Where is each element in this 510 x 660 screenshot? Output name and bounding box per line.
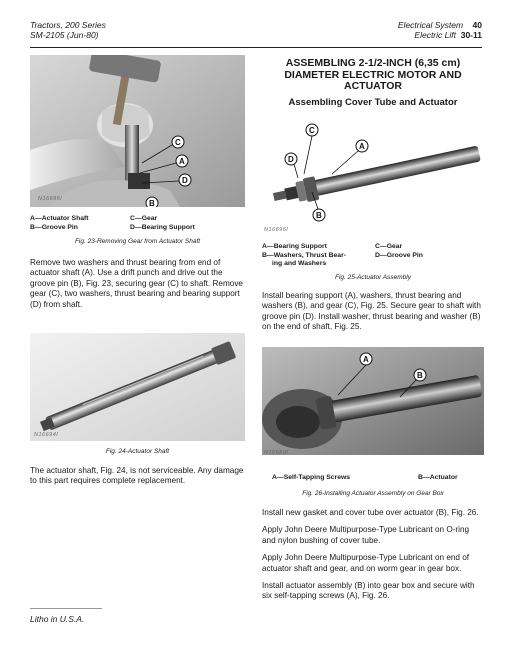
right-column-text-1 <box>262 291 484 340</box>
left-column-text-2 <box>30 466 245 494</box>
section-name: Electrical System <box>397 20 464 30</box>
header-left <box>30 20 106 40</box>
fig25-tag: N16696I <box>264 227 289 233</box>
fig24-caption: Fig. 24-Actuator Shaft <box>105 448 170 455</box>
fig26-legend-a: A—Self-Tapping Screws <box>272 474 351 481</box>
paragraph-install-bearing: Install bearing support (A), washers, thrust bearing and washers (B), and gear (C), Fig. 25. Secure gear to shaft with groove pin (D). Install washer, thrust bearing and washer (B) on the end of shaft, Fig. 25. <box>262 291 481 332</box>
fig25-legend-right <box>375 243 485 260</box>
fig25-legend-c: C—Gear <box>375 243 403 250</box>
paragraph-lubricate-oring: Apply John Deere Multipurpose-Type Lubricant on O-ring and nylon bushing of cover tube. <box>262 525 470 545</box>
manual-title: Tractors, 200 Series <box>30 20 106 30</box>
litho-footer: Litho in U.S.A. <box>30 614 85 624</box>
fig25-legend-b-cont: ing and Washers <box>272 260 327 267</box>
manual-number: SM-2105 (Jun-80) <box>30 30 99 40</box>
fig25-legend-left <box>262 243 372 269</box>
fig23-callout-a: A <box>179 157 185 166</box>
fig23-callout-b: D <box>182 176 188 185</box>
fig23-legend-b: B—Groove Pin <box>30 223 78 231</box>
fig23-caption: Fig. 23-Removing Gear from Actuator Shaft <box>74 238 201 245</box>
fig24-tag: N16694I <box>34 432 59 438</box>
fig23-legend-right <box>130 215 240 232</box>
header-rule <box>30 47 482 48</box>
fig25-callout-d: D <box>288 155 294 164</box>
fig26-caption: Fig. 26-Installing Actuator Assembly on Gear Box <box>302 490 444 497</box>
fig26-photo <box>262 347 484 455</box>
subsection-name: Electric Lift <box>414 30 456 40</box>
fig24-photo <box>30 333 245 441</box>
fig25-photo <box>262 118 484 232</box>
fig25-legend-b: B—Washers, Thrust Bear- <box>262 251 346 259</box>
fig25-callout-b: B <box>316 211 322 220</box>
subheading: Assembling Cover Tube and Actuator <box>288 96 458 108</box>
paragraph-install-gasket: Install new gasket and cover tube over actuator (B), Fig. 26. <box>262 508 479 517</box>
fig26-legend-b: B—Actuator <box>418 474 458 481</box>
fig25-caption: Fig. 25-Actuator Assembly <box>335 274 411 281</box>
hammer-photo-illustration <box>30 55 245 207</box>
fig25-callout-c: C <box>309 126 315 135</box>
fig23-callout-d: B <box>149 199 155 207</box>
footer-rule <box>30 608 102 609</box>
fig23-callout-c: C <box>175 138 181 147</box>
page-number: 40 <box>472 20 482 30</box>
fig23-legend-c: C—Gear <box>130 215 158 222</box>
actuator-shaft-illustration <box>30 333 245 441</box>
paragraph-install-actuator: Install actuator assembly (B) into gear box and secure with six self-tapping screws (A), Fig. 26. <box>262 581 475 601</box>
fig26-callout-b: B <box>417 371 423 380</box>
right-column-text-2 <box>262 508 484 609</box>
actuator-assembly-illustration <box>262 118 484 232</box>
header-right <box>398 20 482 40</box>
section-number: 30-11 <box>460 30 482 40</box>
fig26-callout-a: A <box>363 355 369 364</box>
paragraph-lubricate-shaft: Apply John Deere Multipurpose-Type Lubricant on end of actuator shaft and gear, and on worm gear in gear box. <box>262 553 470 573</box>
fig26-tag: N16689I <box>264 450 289 456</box>
fig25-legend-a: A—Bearing Support <box>262 243 327 250</box>
heading-line-1: ASSEMBLING 2-1/2-INCH (6,35 cm) <box>285 57 461 69</box>
fig23-legend-d: D—Bearing Support <box>130 223 195 231</box>
paragraph-not-serviceable: The actuator shaft, Fig. 24, is not serviceable. Any damage to this part requires complete replacement. <box>30 466 244 486</box>
section-heading-block <box>262 58 484 108</box>
paragraph-remove-gear: Remove two washers and thrust bearing from end of actuator shaft (A). Use a drift punch and drive out the groove pin (B), Fig. 23, securing gear (C) to shaft. Remove gear (C), two washers, thrust bearing and bearing support (D) from shaft. <box>30 258 243 309</box>
gear-box-illustration <box>262 347 484 455</box>
fig23-photo <box>30 55 245 207</box>
fig23-tag: N16696I <box>38 196 63 202</box>
heading-line-2: DIAMETER ELECTRIC MOTOR AND <box>284 68 462 81</box>
left-column-text-1 <box>30 258 245 317</box>
fig25-callout-a: A <box>359 142 365 151</box>
heading-line-3: ACTUATOR <box>344 80 402 92</box>
fig23-legend-a: A—Actuator Shaft <box>30 215 89 222</box>
fig23-legend-left <box>30 215 140 232</box>
fig25-legend-d: D—Groove Pin <box>375 251 423 259</box>
